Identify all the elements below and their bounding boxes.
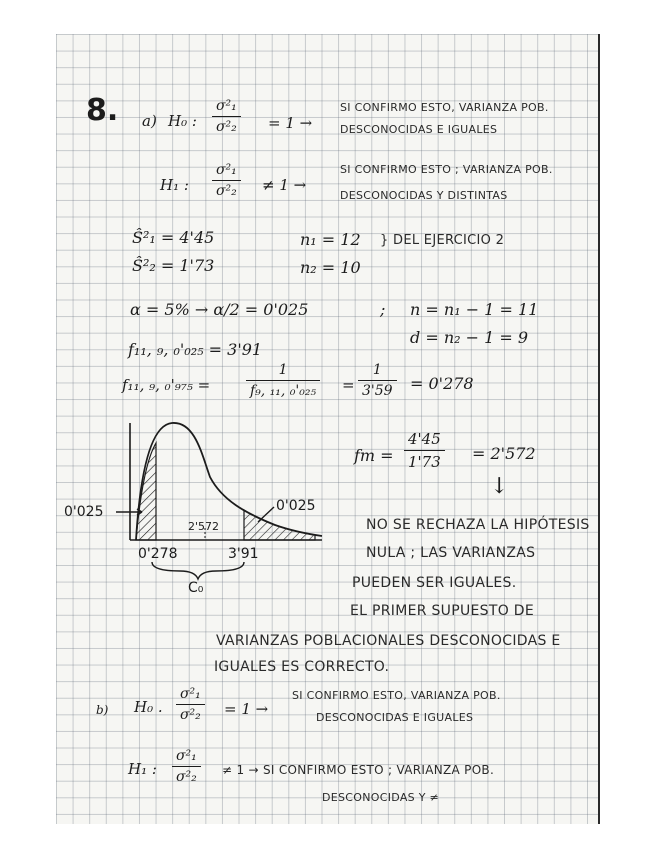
h1-label: H₁ : — [160, 176, 189, 194]
part-b-label: b) — [96, 703, 109, 717]
f-lower-result: = 0'278 — [410, 374, 474, 393]
statistic-label: 2'572 — [188, 520, 220, 533]
b-h0-label: H₀ . — [134, 698, 163, 716]
sample-size-2: n₂ = 10 — [300, 258, 361, 277]
f-lower-eq: = — [342, 376, 355, 394]
significance-level: α = 5% → α/2 = 0'025 — [130, 300, 309, 319]
reference-exercise: } DEL EJERCICIO 2 — [380, 233, 505, 248]
sample-variance-2: Ŝ²₂ = 1'73 — [132, 256, 215, 275]
h0-note-line1: SI CONFIRMO ESTO, VARIANZA POB. — [340, 101, 549, 114]
right-tail-label: 0'025 — [276, 498, 316, 514]
right-tail-region — [244, 510, 315, 540]
df-denominator: d = n₂ − 1 = 9 — [410, 328, 529, 347]
h0-ratio: $\frac{\text{σ²₁}}{\text{σ²₂}}$ — [212, 98, 241, 135]
b-h0-ratio: $\frac{\text{σ²₁}}{\text{σ²₂}}$ — [176, 686, 205, 723]
density-curve — [136, 423, 322, 540]
h0-label: H₀ : — [168, 112, 197, 130]
upper-critical-label: 3'91 — [228, 546, 259, 562]
problem-number: 8. — [86, 93, 119, 128]
fm-lhs: fm = — [354, 446, 394, 465]
acceptance-region-label: C₀ — [188, 580, 204, 596]
left-tail-label: 0'025 — [64, 504, 104, 520]
b-h1-note-line2: DESCONOCIDAS Y ≠ — [322, 791, 440, 804]
conclusion-line-4: EL PRIMER SUPUESTO DE — [350, 603, 534, 619]
b-h0-note-line2: DESCONOCIDAS E IGUALES — [316, 711, 474, 724]
h1-note-line2: DESCONOCIDAS Y DISTINTAS — [340, 189, 508, 202]
arrow-down-icon: ↓ — [490, 474, 509, 499]
f-upper-critical: f₁₁, ₉, ₀'₀₂₅ = 3'91 — [128, 340, 263, 359]
left-tail-region — [136, 443, 156, 540]
separator: ; — [380, 300, 386, 319]
h1-relation: ≠ 1 → — [262, 176, 307, 194]
h0-relation: = 1 → — [268, 114, 313, 132]
f-lower-lhs: f₁₁, ₉, ₀'₉₇₅ = — [122, 376, 211, 394]
conclusion-line-6: IGUALES ES CORRECTO. — [214, 659, 390, 675]
lower-critical-label: 0'278 — [138, 546, 178, 562]
conclusion-line-2: NULA ; LAS VARIANZAS — [366, 545, 536, 561]
sample-size-1: n₁ = 12 — [300, 230, 361, 249]
fm-result: = 2'572 — [472, 444, 536, 463]
b-h1-relation: ≠ 1 → SI CONFIRMO ESTO ; VARIANZA POB. — [222, 763, 495, 777]
acceptance-brace — [152, 562, 244, 579]
df-numerator: n = n₁ − 1 = 11 — [410, 300, 539, 319]
part-a-label: a) — [142, 112, 157, 130]
conclusion-line-5: VARIANZAS POBLACIONALES DESCONOCIDAS E — [216, 633, 561, 649]
h1-note-line1: SI CONFIRMO ESTO ; VARIANZA POB. — [340, 163, 553, 176]
b-h0-note-line1: SI CONFIRMO ESTO, VARIANZA POB. — [292, 689, 501, 702]
f-lower-fraction-2: $\frac{1}{3'59}$ — [358, 362, 397, 399]
b-h1-label: H₁ : — [128, 760, 157, 778]
f-lower-fraction: $\frac{1}{\text{f₉, ₁₁, ₀'₀₂₅}}$ — [246, 362, 320, 399]
conclusion-line-3: PUEDEN SER IGUALES. — [352, 575, 517, 591]
right-tail-arrow — [258, 507, 274, 522]
sample-variance-1: Ŝ²₁ = 4'45 — [132, 228, 215, 247]
b-h1-ratio: $\frac{\text{σ²₁}}{\text{σ²₂}}$ — [172, 748, 201, 785]
h1-ratio: $\frac{\text{σ²₁}}{\text{σ²₂}}$ — [212, 162, 241, 199]
fm-fraction: $\frac{4'45}{1'73}$ — [404, 430, 445, 471]
b-h0-relation: = 1 → — [224, 700, 269, 718]
conclusion-line-1: NO SE RECHAZA LA HIPÓTESIS — [366, 517, 590, 533]
h0-note-line2: DESCONOCIDAS E IGUALES — [340, 123, 498, 136]
